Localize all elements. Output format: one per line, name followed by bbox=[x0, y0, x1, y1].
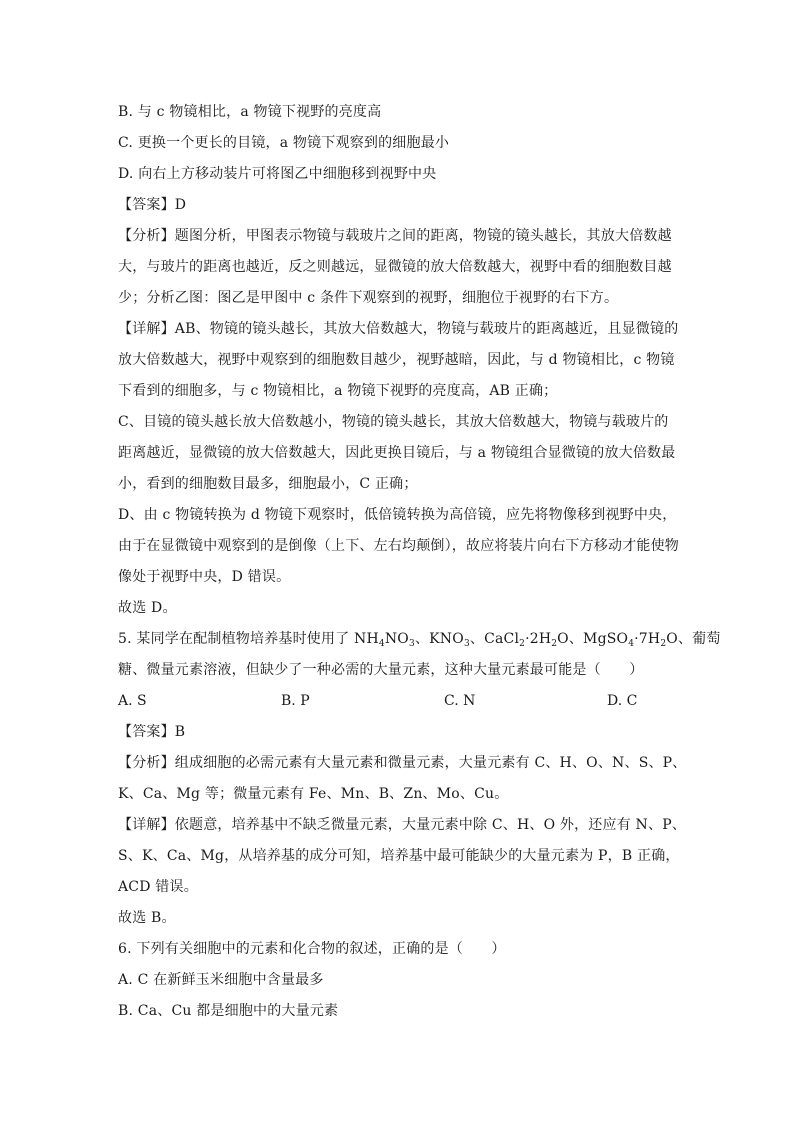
q4-detail-line: 放大倍数越大，视野中观察到的细胞数目越少，视野越暗，因此，与 d 物镜相比，c 物镜 bbox=[118, 352, 675, 368]
q6-option-b: B. Ca、Cu 都是细胞中的大量元素 bbox=[118, 1003, 339, 1019]
q4-detail-line: 像处于视野中央，D 错误。 bbox=[118, 569, 291, 585]
q5-detail-line: 【详解】依题意，培养基中不缺乏微量元素，大量元素中除 C、H、O 外，还应有 N、P、 bbox=[118, 817, 687, 833]
q5-detail-line: ACD 错误。 bbox=[118, 879, 198, 895]
q4-detail-line: C、目镜的镜头越长放大倍数越小，物镜的镜头越长，其放大倍数越大，物镜与载玻片的 bbox=[118, 414, 669, 430]
q5-conclusion: 故选 B。 bbox=[118, 910, 176, 926]
q4-analysis-line: 少；分析乙图：图乙是甲图中 c 条件下观察到的视野，细胞位于视野的右下方。 bbox=[118, 290, 619, 306]
q4-detail-line: 下看到的细胞多，与 c 物镜相比，a 物镜下视野的亮度高，AB 正确； bbox=[118, 383, 558, 399]
q4-conclusion: 故选 D。 bbox=[118, 600, 177, 616]
q5-option-d: D. C bbox=[607, 693, 638, 709]
q4-detail-line: 由于在显微镜中观察到的是倒像（上下、左右均颠倒），故应将装片向右下方移动才能使物 bbox=[118, 538, 679, 554]
q4-option-b: B. 与 c 物镜相比，a 物镜下视野的亮度高 bbox=[118, 104, 382, 120]
q5-analysis-line: K、Ca、Mg 等；微量元素有 Fe、Mn、B、Zn、Mo、Cu。 bbox=[118, 786, 509, 802]
q5-analysis-line: 【分析】组成细胞的必需元素有大量元素和微量元素，大量元素有 C、H、O、N、S、P、 bbox=[118, 755, 687, 771]
q4-detail-line: 【详解】AB、物镜的镜头越长，其放大倍数越大，物镜与载玻片的距离越近，且显微镜的 bbox=[118, 321, 679, 337]
q4-option-c: C. 更换一个更长的目镜，a 物镜下观察到的细胞最小 bbox=[118, 135, 450, 151]
q4-detail-line: 小，看到的细胞数目最多，细胞最小，C 正确； bbox=[118, 476, 418, 492]
q5-option-c: C. N bbox=[444, 693, 476, 709]
q4-option-d: D. 向右上方移动装片可将图乙中细胞移到视野中央 bbox=[118, 166, 437, 182]
q5-detail-line: S、K、Ca、Mg，从培养基的成分可知，培养基中最可能缺少的大量元素为 P，B 正确， bbox=[118, 848, 680, 864]
q5-stem-line-1: 5. 某同学在配制植物培养基时使用了 $NH_4NO_3$、$KNO_3$、$CaCl_2\cdot 2H_2O$、$MgSO_4\cdot 7H_2O$、葡萄 bbox=[118, 631, 721, 649]
q4-answer: 【答案】D bbox=[118, 197, 187, 213]
q4-analysis-line: 大，与玻片的距离也越近，反之则越远，显微镜的放大倍数越大，视野中看的细胞数目越 bbox=[118, 259, 672, 275]
q5-option-b: B. P bbox=[281, 693, 310, 709]
q6-stem: 6. 下列有关细胞中的元素和化合物的叙述，正确的是（ ） bbox=[118, 941, 506, 957]
q4-analysis-line: 【分析】题图分析，甲图表示物镜与载玻片之间的距离，物镜的镜头越长，其放大倍数越 bbox=[118, 228, 672, 244]
q4-detail-line: D、由 c 物镜转换为 d 物镜下观察时，低倍镜转换为高倍镜，应先将物像移到视野中央， bbox=[118, 507, 677, 523]
q5-option-a: A. S bbox=[118, 693, 147, 709]
q5-stem-line-2: 糖、微量元素溶液，但缺少了一种必需的大量元素，这种大量元素最可能是（ ） bbox=[118, 662, 644, 678]
q5-answer: 【答案】B bbox=[118, 724, 186, 740]
q4-detail-line: 距离越近，显微镜的放大倍数越大，因此更换目镜后，与 a 物镜组合显微镜的放大倍数最 bbox=[118, 445, 676, 461]
q6-option-a: A. C 在新鲜玉米细胞中含量最多 bbox=[118, 972, 324, 988]
